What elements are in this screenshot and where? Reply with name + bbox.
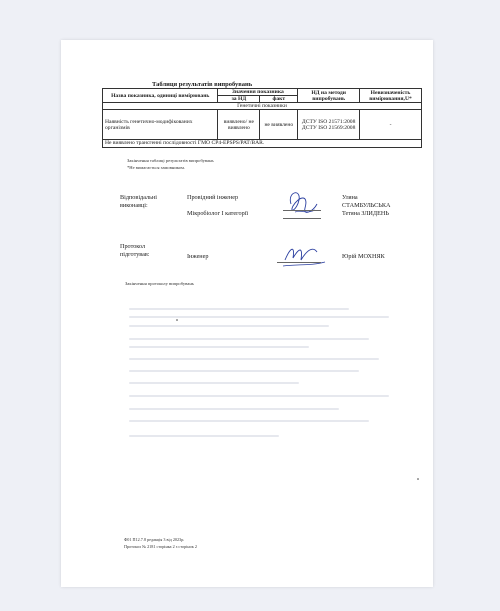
not-detected-note: Не виявлено трансгенні послідовності ГМО CP4-EPSPS/PAT/BAR. — [103, 140, 422, 147]
bleed-through-line — [129, 358, 379, 360]
name-zlyden: Тетяна ЗЛИДЕНЬ — [342, 210, 389, 217]
row-uncertainty: - — [360, 110, 422, 140]
table-end-note: Закінчення таблиці результатів випробувань — [127, 158, 214, 163]
header-uncertainty: Невизначеність вимірювання,U* — [360, 89, 422, 103]
bleed-through-line — [129, 420, 369, 422]
results-table — [102, 88, 422, 148]
bleed-through-line — [129, 308, 349, 310]
header-indicator: Назва показника, одиниці вимірювань — [103, 89, 218, 103]
bleed-through-line — [129, 435, 279, 437]
row-fact: не виявлено — [260, 110, 298, 140]
signature-line-1 — [283, 210, 321, 211]
signature-stambulska — [279, 184, 323, 220]
footer-form-code: Ф01 П12.7.8 редакція 3 від 2023р. — [124, 537, 185, 542]
bleed-through-line — [129, 395, 389, 397]
table-title: Таблиця результатів випробувань — [152, 81, 253, 88]
row-indicator: Наявність генетично-модифікованих організмів — [103, 110, 218, 140]
paper-speck — [417, 478, 419, 480]
role-microbiologist: Мікробіолог I категорії — [187, 210, 249, 217]
bleed-through-line — [129, 338, 369, 340]
signature-line-2 — [283, 218, 321, 219]
header-method: НД на методи випробувань — [298, 89, 360, 103]
asterisk-note: *Не вимагається замовником. — [127, 165, 186, 170]
signature-line-3 — [277, 262, 321, 263]
role-engineer: Інженер — [187, 253, 209, 260]
header-values: Значення показника — [218, 89, 298, 96]
header-by-nd: за НД — [218, 96, 260, 103]
section-genetic: Генетичні показники — [103, 103, 422, 110]
bleed-through-line — [129, 346, 309, 348]
bleed-through-line — [129, 316, 389, 318]
responsible-label: Відповідальні виконавці: — [120, 194, 157, 209]
document-page — [61, 40, 433, 587]
signature-mokhniak — [277, 240, 329, 270]
name-stambulska: Уляна СТАМБУЛЬСЬКА — [342, 194, 391, 209]
protocol-end-note: Закінчення протоколу випробувань — [125, 281, 194, 286]
name-mokhniak: Юрій МОХНЯК — [342, 253, 385, 260]
footer-page-info: Протокол № 2181 сторінка 2 з сторінок 2 — [124, 544, 197, 549]
role-lead-engineer: Провідний інженер — [187, 194, 239, 201]
bleed-through-line — [129, 370, 359, 372]
bleed-through-line — [129, 408, 339, 410]
bleed-through-line — [129, 382, 299, 384]
protocol-prepared-label: Протокол підготував: — [120, 243, 150, 258]
header-fact: факт — [260, 96, 298, 103]
row-by-nd: виявлено/ не виявлено — [218, 110, 260, 140]
paper-speck — [176, 319, 178, 321]
row-method: ДСТУ ISO 21571:2008 ДСТУ ISO 21569:2008 — [298, 110, 360, 140]
bleed-through-line — [129, 325, 329, 327]
